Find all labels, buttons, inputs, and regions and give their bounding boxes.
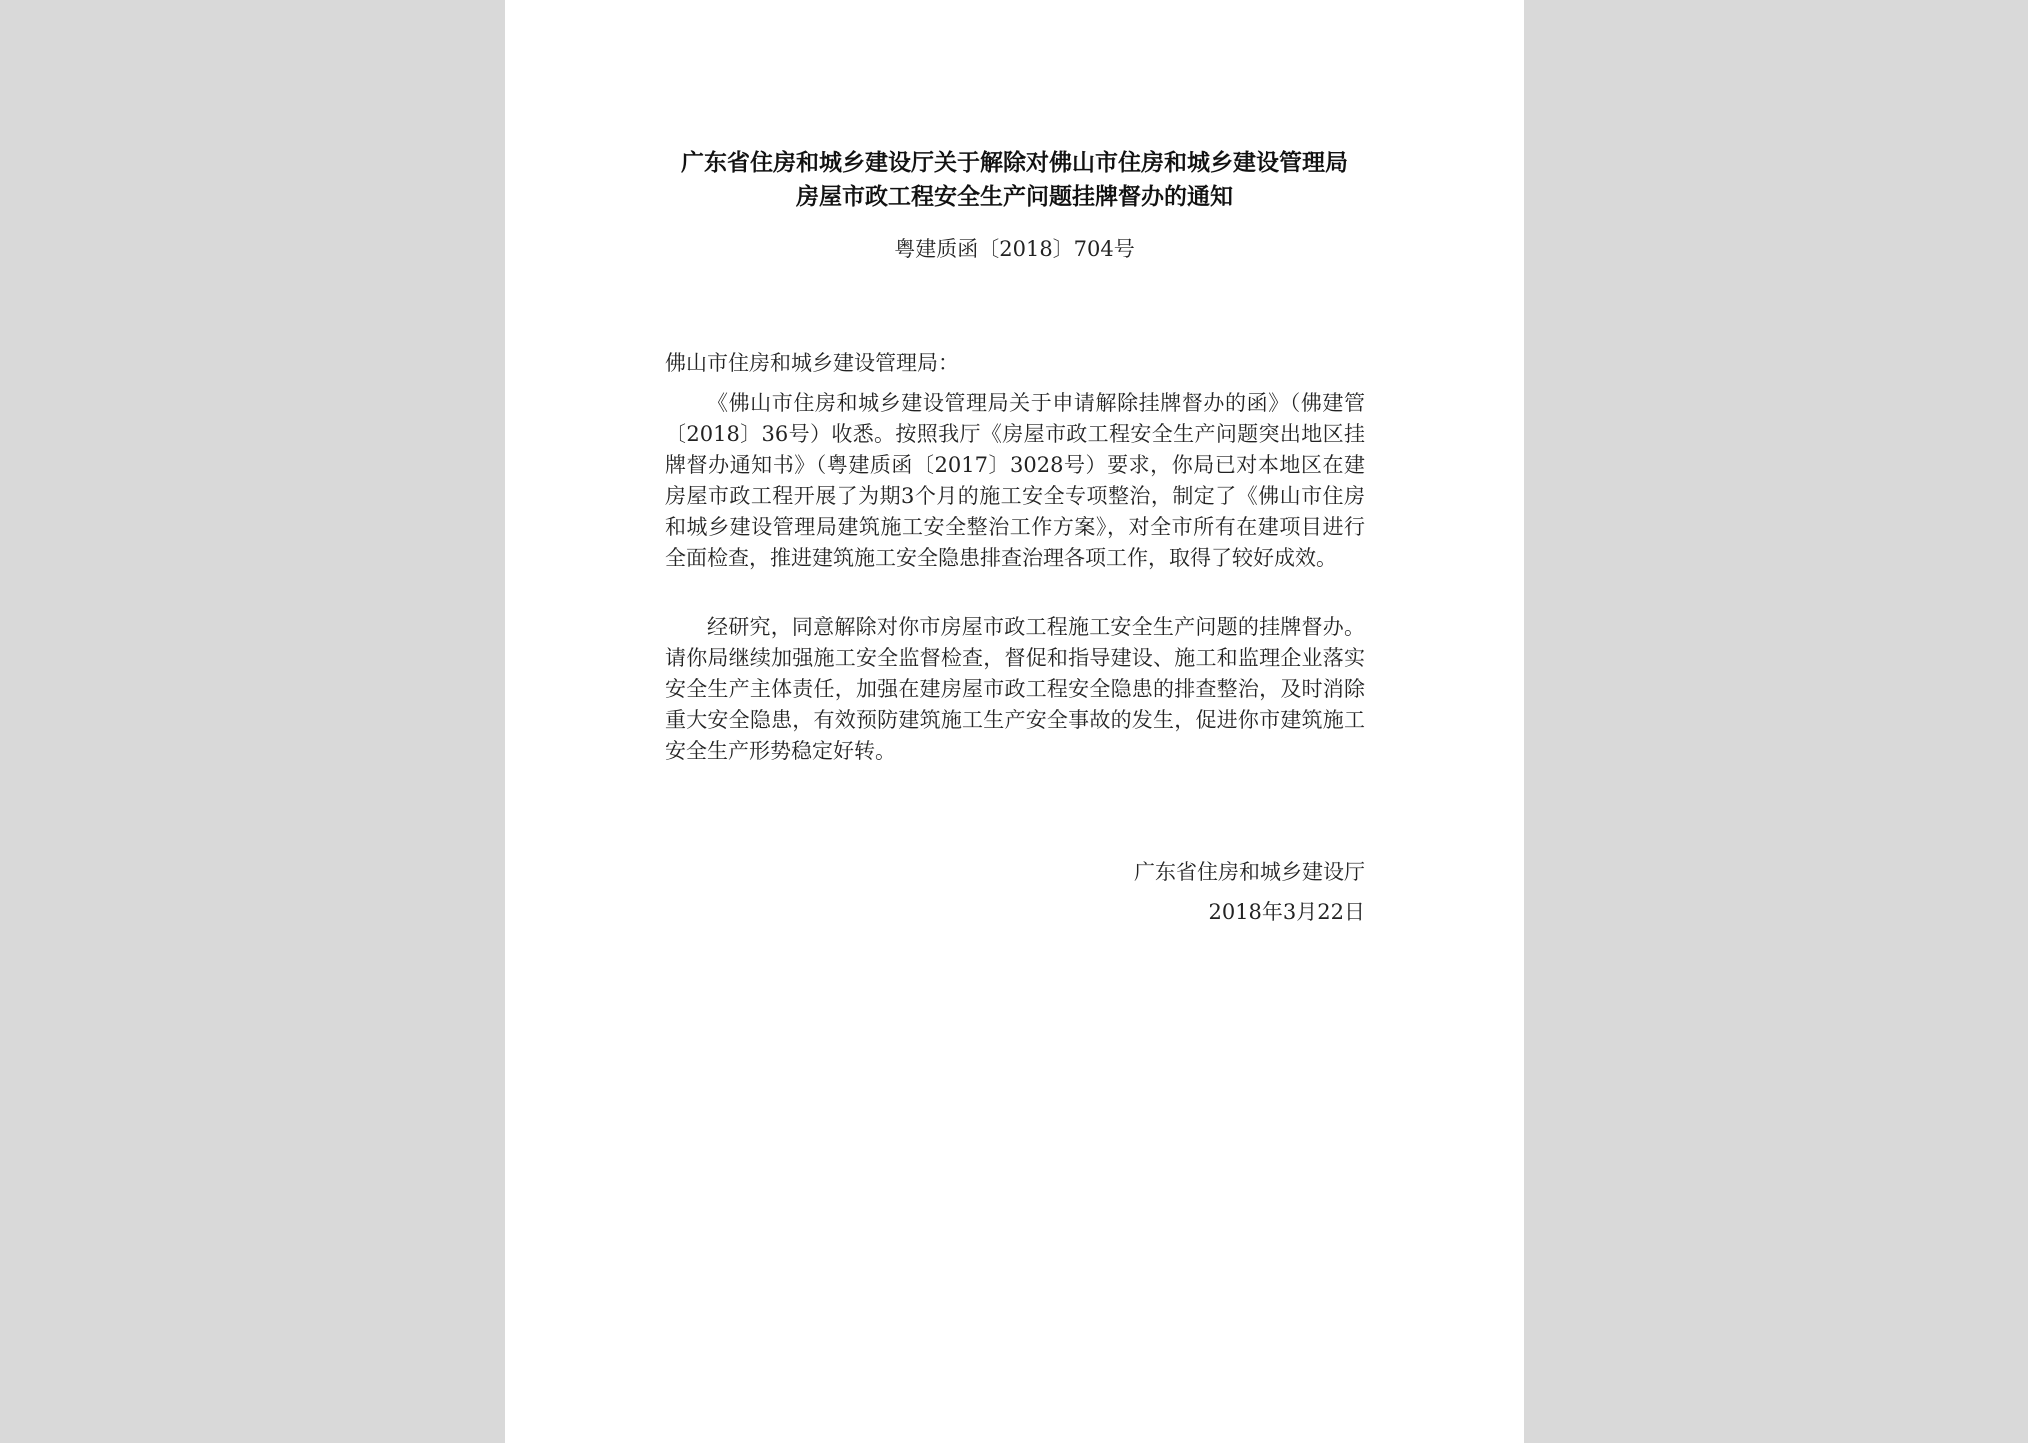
document-number: 粤建质函〔2018〕704号 bbox=[894, 237, 1135, 261]
addressee: 佛山市住房和城乡建设管理局： bbox=[665, 351, 959, 375]
document-title bbox=[555, 146, 1474, 214]
signature-date: 2018年3月22日 bbox=[1208, 900, 1365, 924]
signature-organization: 广东省住房和城乡建设厅 bbox=[1134, 860, 1365, 884]
title-line-1: 广东省住房和城乡建设厅关于解除对佛山市住房和城乡建设管理局 bbox=[681, 149, 1348, 176]
body-paragraph-2: 经研究，同意解除对你市房屋市政工程施工安全生产问题的挂牌督办。请你局继续加强施工安全监督检查，督促和指导建设、施工和监理企业落实安全生产主体责任，加强在建房屋市政工程安全隐患的排查整治，及时消除重大安全隐患，有效预防建筑施工生产安全事故的发生，促进你市建筑施工安全生产形势稳定好转。 bbox=[665, 615, 1365, 763]
body-paragraph-1: 《佛山市住房和城乡建设管理局关于申请解除挂牌督办的函》（佛建管〔2018〕36号）收悉。按照我厅《房屋市政工程安全生产问题突出地区挂牌督办通知书》（粤建质函〔2017〕3028号）要求，你局已对本地区在建房屋市政工程开展了为期3个月的施工安全专项整治，制定了《佛山市住房和城乡建设管理局建筑施工安全整治工作方案》，对全市所有在建项目进行全面检查，推进建筑施工安全隐患排查治理各项工作，取得了较好成效。 bbox=[665, 391, 1365, 570]
document-page bbox=[505, 0, 1524, 1443]
title-line-2: 房屋市政工程安全生产问题挂牌督办的通知 bbox=[796, 183, 1233, 210]
